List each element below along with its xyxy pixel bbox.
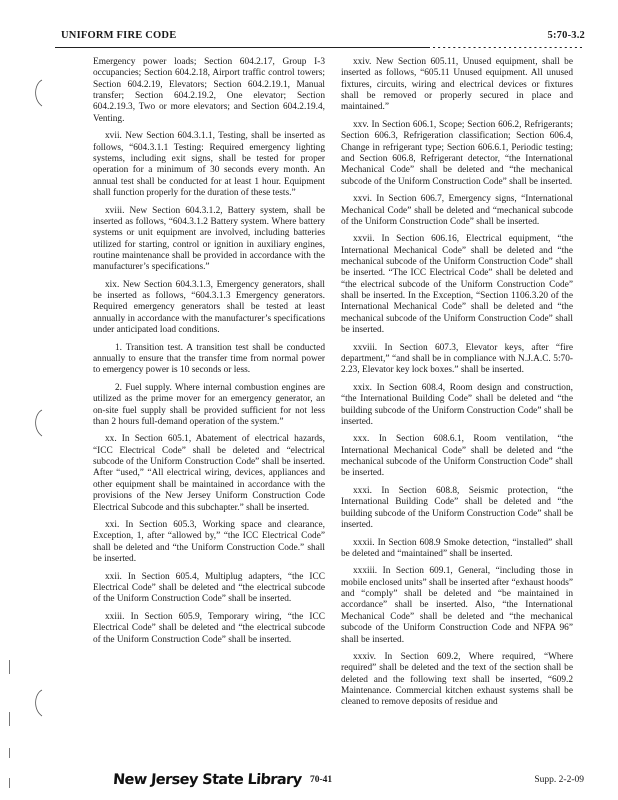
header-code: 5:70-3.2 — [547, 30, 585, 41]
paragraph: xix. New Section 604.3.1.3, Emergency generators, shall be inserted as follows, “604.3.1.3 Emergency generators. Required emergency generators shall be tested at least annually in accordance with the manufacturer’s specifications under anticipated load conditions. — [93, 279, 325, 336]
right-column — [341, 57, 573, 715]
paragraph: xxxiv. In Section 609.2, Where required, “Where required” shall be deleted and the text of the section shall be deleted and the following text shall be inserted, “609.2 Maintenance. Commercial kitchen exhaust systems shall be cleaned to remove deposits of residue and — [341, 652, 573, 708]
page-number: 70-41 — [310, 775, 333, 785]
page-footer — [0, 770, 618, 792]
binding-tick — [9, 712, 10, 726]
paragraph: xvii. New Section 604.3.1.1, Testing, shall be inserted as follows, “604.3.1.1 Testing: Required emergency lighting systems, including exit signs, shall be tested for proper operation for a minimum of 30 seconds every month. An annual test shall be conducted for at least 1 hour. Equipment shall function properly for the duration of these tests.” — [93, 131, 325, 198]
binding-tick — [9, 748, 10, 758]
left-column — [93, 57, 325, 652]
paragraph: xxxi. In Section 608.8, Seismic protection, “the International Building Code” shall be deleted and “the building subcode of the Uniform Construction Code” shall be inserted. — [341, 486, 573, 531]
paragraph: xviii. New Section 604.3.1.2, Battery system, shall be inserted as follows, “604.3.1.2 Battery system. Where battery systems or unit equipment are involved, including batteries utilized for starting, control or ignition in auxiliary engines, routine maintenance shall be provided in accordance with the manufacturer’s specifications.” — [93, 205, 325, 273]
binding-mark-top — [30, 78, 44, 108]
header-rule-gap — [430, 47, 585, 48]
paragraph: xxii. In Section 605.4, Multiplug adapters, “the ICC Electrical Code” shall be deleted and “the electrical subcode of the Uniform Construction Code” shall be inserted. — [93, 571, 325, 605]
binding-tick — [9, 660, 10, 674]
paragraph: xxiii. In Section 605.9, Temporary wiring, “the ICC Electrical Code” shall be deleted and “the electrical subcode of the Uniform Construction Code” shall be inserted. — [93, 611, 325, 645]
supplement-date: Supp. 2-2-09 — [534, 775, 584, 785]
paragraph: 2. Fuel supply. Where internal combustion engines are utilized as the prime mover for an emergency generator, an on-site fuel supply shall be provided sufficient for not less than 2 hours full-demand operation of the system.” — [93, 382, 325, 427]
paragraph: xxi. In Section 605.3, Working space and clearance, Exception, 1, after “allowed by,” “the ICC Electrical Code” shall be deleted and “the Uniform Construction Code.” shall be inserted. — [93, 520, 325, 565]
header-title: UNIFORM FIRE CODE — [61, 30, 177, 41]
library-logo: New Jersey State Library — [112, 772, 303, 788]
paragraph: xxv. In Section 606.1, Scope; Section 606.2, Refrigerants; Section 606.3, Refrigeration classification; Section 606.4, Change in refrigerant type; Section 606.6.1, Periodic testing; and Section 606.8, Refrigerant detector, “the International Mechanical Code” shall be deleted and “the mechanical subcode of the Uniform Construction Code” shall be inserted. — [341, 119, 573, 187]
paragraph: Emergency power loads; Section 604.2.17, Group I-3 occupancies; Section 604.2.18, Airport traffic control towers; Section 604.2.19, Elevators; Section 604.2.19.1, Manual transfer; Section 604.2.19.2, One elevator; Section 604.2.19.3, Two or more elevators; and Section 604.2.19.4, Venting. — [93, 57, 325, 124]
paragraph: xxiv. New Section 605.11, Unused equipment, shall be inserted as follows, “605.11 Unused equipment. All unused fixtures, circuits, wiring and electrical devices or fixtures shall be removed or properly secured in place and maintained.” — [341, 57, 573, 113]
paragraph: xxvi. In Section 606.7, Emergency signs, “International Mechanical Code” shall be deleted and “mechanical subcode of the Uniform Construction Code” shall be inserted. — [341, 194, 573, 227]
running-header — [55, 30, 585, 46]
paragraph: xxviii. In Section 607.3, Elevator keys, after “fire department,” “and shall be in compliance with N.J.A.C. 5:70-2.23, Elevator key lock boxes.” shall be inserted. — [341, 342, 573, 376]
paragraph: xxxii. In Section 608.9 Smoke detection, “installed” shall be deleted and “maintained” shall be inserted. — [341, 537, 573, 559]
binding-mark-bottom — [30, 688, 44, 718]
paragraph: xx. In Section 605.1, Abatement of electrical hazards, “ICC Electrical Code” shall be deleted and “electrical subcode of the Uniform Construction Code” shall be inserted. After “used,” “All electrical wiring, devices, appliances and other equipment shall be maintained in accordance with the provisions of the New Jersey Uniform Construction Code Electrical Subcode and this subchapter.” shall be inserted. — [93, 434, 325, 513]
paragraph: xxvii. In Section 606.16, Electrical equipment, “the International Mechanical Code” shall be deleted and “the mechanical subcode of the Uniform Construction Code” shall be inserted. “The ICC Electrical Code” shall be deleted and “the electrical subcode of the Uniform Construction Code” shall be inserted. In the Exception, “Section 1106.3.20 of the International Mechanical Code” shall be deleted and “the mechanical subcode of the Uniform Construction Code” shall be inserted. — [341, 234, 573, 336]
paragraph: xxxiii. In Section 609.1, General, “including those in mobile enclosed units” shall be inserted after “exhaust hoods” and “comply” shall be deleted and “be maintained in accordance” shall be inserted. Also, “the International Mechanical Code” shall be deleted and “the mechanical subcode of the Uniform Construction Code and NFPA 96” shall be inserted. — [341, 566, 573, 645]
binding-mark-middle — [30, 408, 44, 438]
paragraph: xxix. In Section 608.4, Room design and construction, “the International Building Code” shall be deleted and “the building subcode of the Uniform Construction Code” shall be inserted. — [341, 382, 573, 427]
paragraph: 1. Transition test. A transition test shall be conducted annually to ensure that the transfer time from normal power to emergency power is 10 seconds or less. — [93, 342, 325, 376]
paragraph: xxx. In Section 608.6.1, Room ventilation, “the International Mechanical Code” shall be deleted and “the mechanical subcode of the Uniform Construction Code” shall be inserted. — [341, 434, 573, 479]
